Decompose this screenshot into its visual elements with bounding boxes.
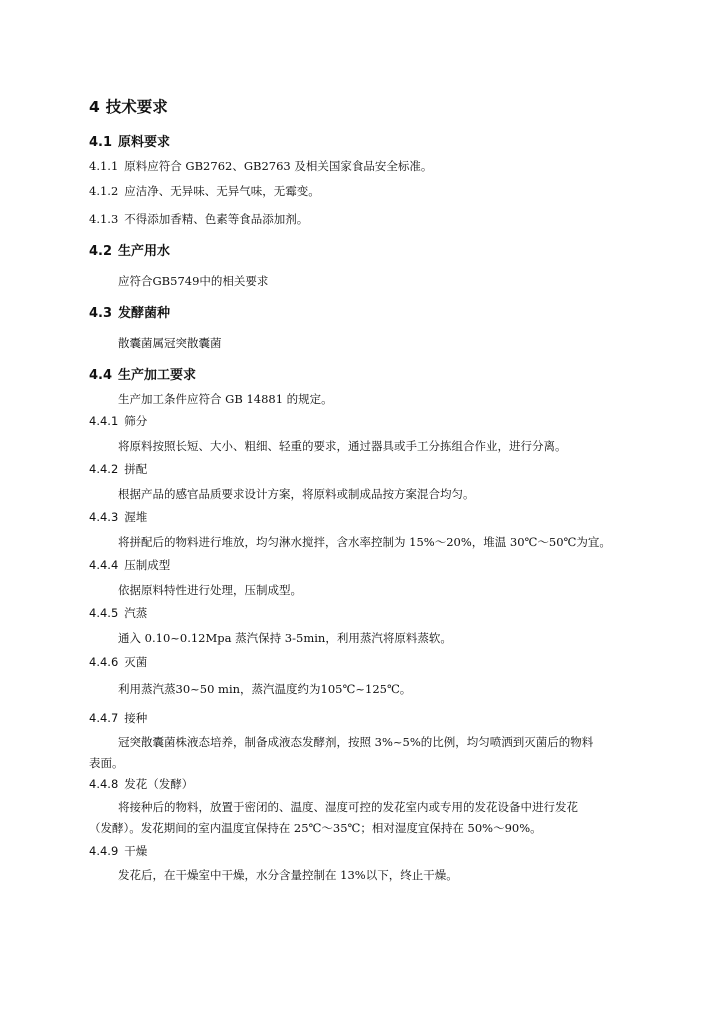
clause-title: 发花（发酵）: [124, 777, 194, 791]
clause-4-4-8-text-line-1: 将接种后的物料，放置于密闭的、温度、湿度可控的发花室内或专用的发花设备中进行发花: [118, 800, 578, 814]
clause-number: 4.1.1: [89, 159, 119, 173]
clause-4-4-3-text: 将拼配后的物料进行堆放，均匀淋水搅拌，含水率控制为 15%～20%，堆温 30℃～50℃为宜。: [118, 535, 611, 549]
clause-number: 4.4.1: [89, 414, 119, 428]
clause-4-4-9-text: 发花后，在干燥室中干燥，水分含量控制在 13%以下，终止干燥。: [118, 868, 458, 882]
clause-title: 筛分: [124, 414, 148, 428]
clause-4-1-3: [89, 214, 308, 226]
clause-4-4-2-heading: [89, 464, 147, 476]
clause-text: 原料应符合 GB2762、GB2763 及相关国家食品安全标准。: [124, 159, 433, 173]
section-4-3-text: 散囊菌属冠突散囊菌: [118, 336, 222, 350]
clause-4-4-6-text: 利用蒸汽蒸30~50 min，蒸汽温度约为105℃~125℃。: [118, 682, 412, 696]
section-4-1-heading: [89, 136, 170, 149]
clause-4-4-5-text: 通入 0.10~0.12Mpa 蒸汽保持 3-5min，利用蒸汽将原料蒸软。: [118, 631, 452, 645]
section-title: 生产加工要求: [118, 368, 197, 383]
section-number: 4.2: [89, 244, 113, 259]
clause-4-4-1-heading: [89, 416, 147, 428]
clause-4-4-3-heading: [89, 512, 147, 524]
section-4-3-heading: [89, 307, 170, 320]
clause-4-4-7-text-line-2: 表面。: [89, 756, 124, 770]
section-title: 生产用水: [118, 244, 171, 259]
clause-title: 汽蒸: [124, 606, 148, 620]
clause-4-4-4-text: 依据原料特性进行处理，压制成型。: [118, 583, 302, 597]
clause-4-4-7-text-line-1: 冠突散囊菌株液态培养，制备成液态发酵剂，按照 3%~5%的比例，均匀喷洒到灭菌后的物料: [118, 735, 594, 749]
clause-4-1-2: [89, 186, 320, 198]
clause-number: 4.4.2: [89, 462, 119, 476]
section-number: 4.1: [89, 135, 113, 150]
clause-4-4-2-text: 根据产品的感官品质要求设计方案，将原料或制成品按方案混合均匀。: [118, 487, 475, 501]
clause-title: 拼配: [124, 462, 148, 476]
clause-number: 4.4.5: [89, 606, 119, 620]
clause-number: 4.4.4: [89, 558, 119, 572]
section-number: 4: [89, 98, 100, 116]
clause-4-4-8-text-line-2: （发酵）。发花期间的室内温度宜保持在 25℃～35℃；相对湿度宜保持在 50%～90%。: [89, 821, 542, 835]
clause-number: 4.4.3: [89, 510, 119, 524]
clause-4-4-8-heading: [89, 779, 193, 791]
clause-title: 干燥: [124, 844, 148, 858]
clause-text: 不得添加香精、色素等食品添加剂。: [124, 212, 309, 226]
clause-number: 4.4.8: [89, 777, 119, 791]
clause-title: 灭菌: [124, 655, 148, 669]
clause-4-1-1: [89, 161, 432, 173]
clause-4-4-4-heading: [89, 560, 170, 572]
clause-title: 渥堆: [124, 510, 148, 524]
clause-4-4-1-text: 将原料按照长短、大小、粗细、轻重的要求，通过器具或手工分拣组合作业，进行分离。: [118, 439, 567, 453]
clause-title: 接种: [124, 711, 148, 725]
clause-text: 应洁净、无异味、无异气味，无霉变。: [124, 184, 320, 198]
section-title: 技术要求: [105, 98, 168, 116]
clause-4-4-6-heading: [89, 657, 147, 669]
section-number: 4.3: [89, 306, 113, 321]
clause-number: 4.1.2: [89, 184, 119, 198]
clause-number: 4.4.9: [89, 844, 119, 858]
clause-number: 4.4.7: [89, 711, 119, 725]
section-title: 发酵菌种: [118, 306, 171, 321]
clause-4-4-9-heading: [89, 846, 147, 858]
section-4-2-heading: [89, 245, 170, 258]
section-4-4-heading: [89, 369, 196, 382]
section-4-4-text: 生产加工条件应符合 GB 14881 的规定。: [118, 392, 333, 406]
section-title: 原料要求: [118, 135, 171, 150]
section-number: 4.4: [89, 368, 113, 383]
clause-4-4-7-heading: [89, 713, 147, 725]
section-4-2-text: 应符合GB5749中的相关要求: [118, 274, 269, 288]
clause-number: 4.4.6: [89, 655, 119, 669]
clause-number: 4.1.3: [89, 212, 119, 226]
clause-title: 压制成型: [124, 558, 171, 572]
section-4-heading: [89, 100, 168, 116]
clause-4-4-5-heading: [89, 608, 147, 620]
